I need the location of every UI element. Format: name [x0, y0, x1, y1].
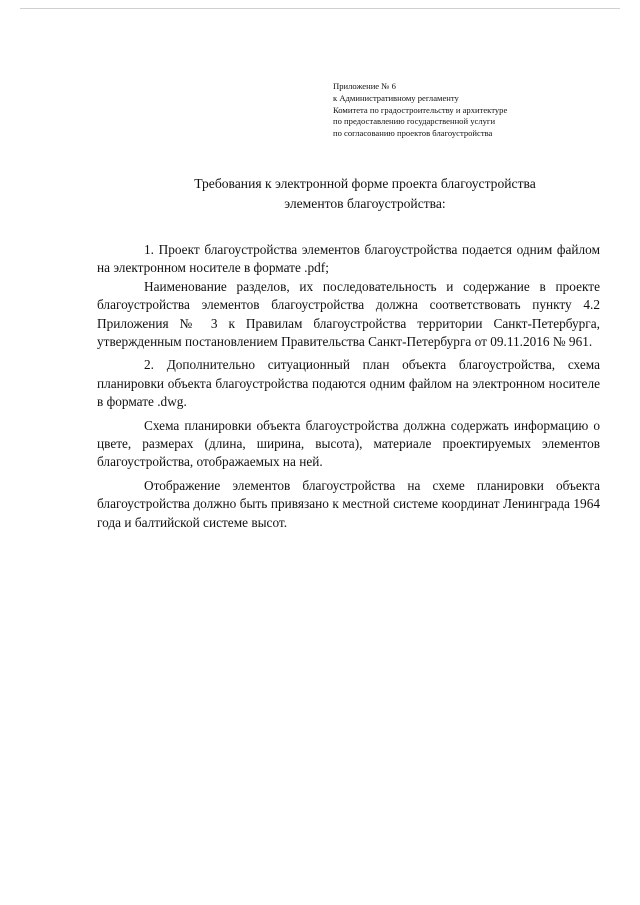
title-line-2: элементов благоустройства:: [284, 196, 446, 211]
appendix-header: [333, 81, 623, 140]
appendix-line: к Административному регламенту: [333, 92, 459, 103]
appendix-line: Приложение № 6: [333, 81, 396, 91]
document-title: [96, 174, 634, 214]
appendix-line: по согласованию проектов благоустройства: [333, 128, 493, 139]
paragraph-1: 1. Проект благоустройства элементов благоустройства подается одним файлом на электронном носителе в формате .pdf;: [97, 242, 600, 276]
scan-edge-line: [20, 8, 620, 9]
document-body: [97, 241, 600, 532]
appendix-line: Комитета по градостроительству и архитектуре: [333, 104, 508, 115]
title-line-1: Требования к электронной форме проекта благоустройства: [194, 176, 536, 191]
paragraph-2: Наименование разделов, их последовательность и содержание в проекте благоустройства элементов благоустройства должна соответствовать пункту 4.2 Приложения № 3 к Правилам благоустройства территории Санкт-Петербурга, утвержденным постановлением Правительства Санкт-Петербурга от 09.11.2016 № 961.: [97, 278, 600, 350]
paragraph-3: 2. Дополнительно ситуационный план объекта благоустройства, схема планировки объекта благоустройства подаются одним файлом на электронном носителе в формате .dwg.: [97, 357, 600, 410]
paragraph-4: Схема планировки объекта благоустройства должна содержать информацию о цвете, размерах (длина, ширина, высота), материале проектируемых элементов благоустройства, отображаемых на ней.: [97, 417, 600, 470]
paragraph-5: Отображение элементов благоустройства на схеме планировки объекта благоустройства должно быть привязано к местной системе координат Ленинграда 1964 года и балтийской системе высот.: [97, 477, 600, 530]
appendix-line: по предоставлению государственной услуги: [333, 116, 496, 127]
